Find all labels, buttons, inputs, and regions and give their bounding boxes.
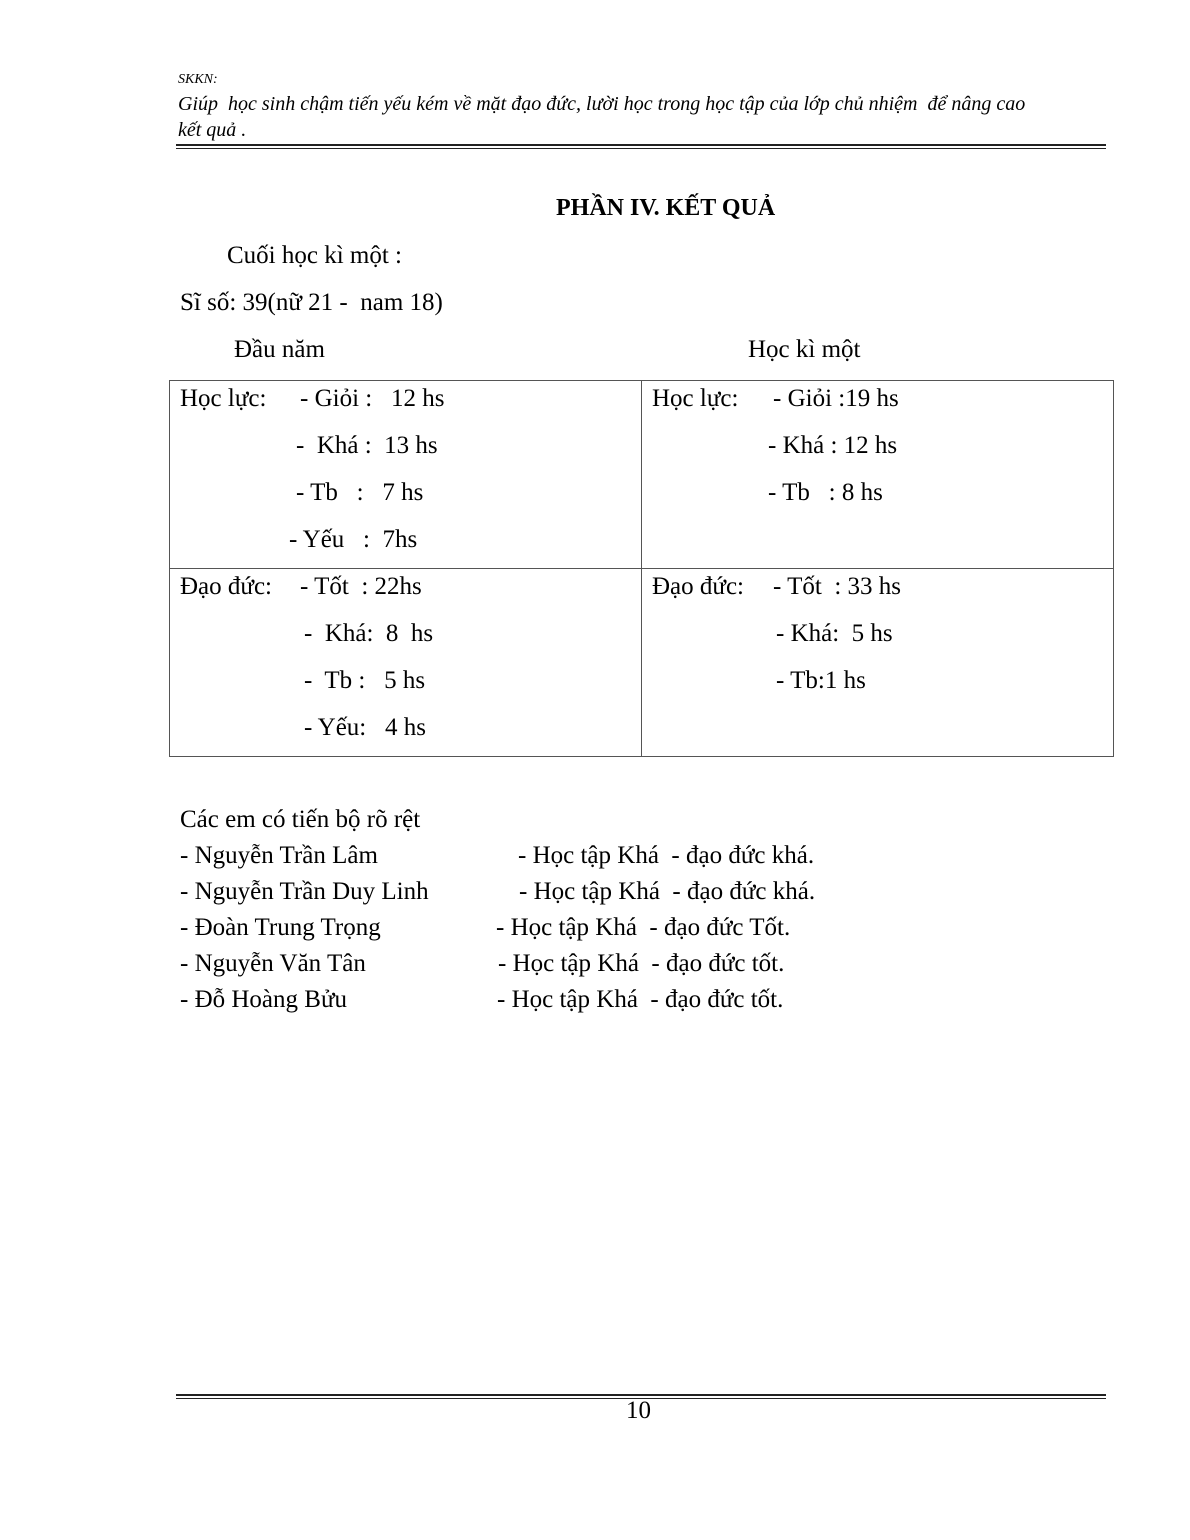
header-tag: SKKN:	[178, 72, 218, 87]
cell-item: - Khá : 12 hs	[768, 432, 898, 459]
student-name: - Nguyễn Trần Lâm	[180, 842, 378, 869]
header-divider	[176, 144, 1106, 149]
cell-item: - Khá : 13 hs	[296, 432, 438, 459]
class-size: Sĩ số: 39(nữ 21 - nam 18)	[180, 289, 443, 316]
cell-academic-semester	[642, 381, 1114, 569]
student-result: - Học tập Khá - đạo đức Tốt.	[496, 914, 791, 941]
cell-label: Học lực:	[180, 385, 267, 412]
cell-item: - Tb : 8 hs	[768, 479, 883, 506]
cell-item: - Yếu : 7hs	[289, 526, 418, 553]
cell-item: - Tốt : 22hs	[300, 573, 422, 600]
column-label-semester-one: Học kì một	[748, 336, 861, 363]
cell-item: - Khá: 5 hs	[776, 620, 893, 647]
cell-label: Học lực:	[652, 385, 739, 412]
cell-item: - Tb : 5 hs	[304, 667, 426, 694]
cell-item: - Giỏi : 12 hs	[300, 385, 445, 412]
term-label: Cuối học kì một :	[227, 242, 402, 269]
student-name: - Nguyễn Văn Tân	[180, 950, 366, 977]
cell-item: - Tb : 7 hs	[296, 479, 424, 506]
cell-conduct-semester	[642, 569, 1114, 757]
header-title-line-1: Giúp học sinh chậm tiến yếu kém về mặt đạo đức, lười học trong học tập của lớp chủ nhiệm để nâng cao	[178, 93, 1026, 115]
progress-heading: Các em có tiến bộ rõ rệt	[180, 806, 421, 833]
cell-item: - Khá: 8 hs	[304, 620, 434, 647]
cell-label: Đạo đức:	[180, 573, 272, 600]
results-table	[169, 380, 1114, 757]
column-label-start-of-year: Đầu năm	[234, 336, 325, 363]
cell-academic-start	[170, 381, 642, 569]
page-number: 10	[626, 1397, 651, 1424]
table-row-academic	[170, 381, 1114, 569]
student-result: - Học tập Khá - đạo đức tốt.	[497, 986, 784, 1013]
student-name: - Nguyễn Trần Duy Linh	[180, 878, 429, 905]
header-title-line-2: kết quả .	[178, 119, 247, 141]
cell-item: - Giỏi :19 hs	[773, 385, 899, 412]
student-result: - Học tập Khá - đạo đức khá.	[519, 878, 816, 905]
table-row-conduct	[170, 569, 1114, 757]
student-result: - Học tập Khá - đạo đức tốt.	[498, 950, 785, 977]
student-name: - Đỗ Hoàng Bửu	[180, 986, 348, 1013]
student-name: - Đoàn Trung Trọng	[180, 914, 381, 941]
cell-label: Đạo đức:	[652, 573, 744, 600]
cell-item: - Yếu: 4 hs	[304, 714, 426, 741]
student-result: - Học tập Khá - đạo đức khá.	[518, 842, 815, 869]
cell-conduct-start	[170, 569, 642, 757]
cell-item: - Tb:1 hs	[776, 667, 866, 694]
cell-item: - Tốt : 33 hs	[773, 573, 902, 600]
section-title: PHẦN IV. KẾT QUẢ	[556, 195, 776, 221]
